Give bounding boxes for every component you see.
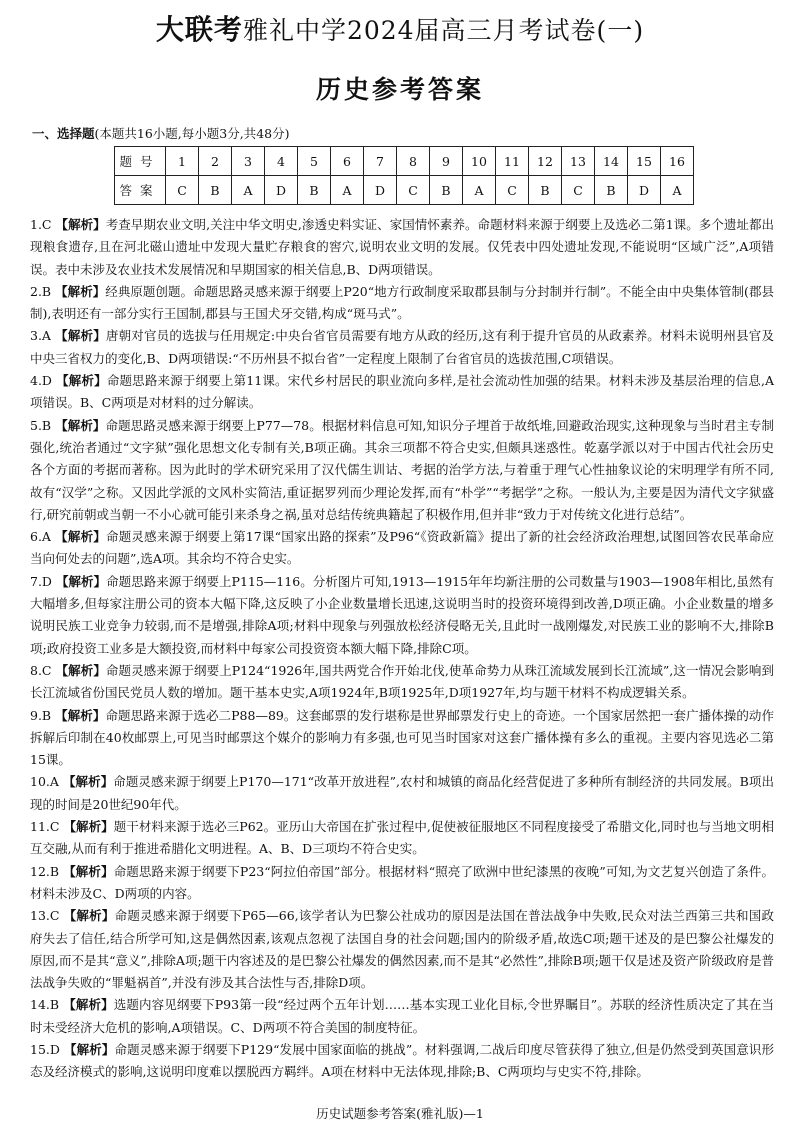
answer-cell: A (232, 176, 265, 205)
answer-cell: C (166, 176, 199, 205)
question-number-cell: 1 (166, 147, 199, 176)
answer-cell: B (298, 176, 331, 205)
explanation-item (30, 325, 774, 370)
item-answer: 4.D (30, 373, 52, 389)
analysis-tag: 【解析】 (55, 328, 106, 344)
question-number-cell: 14 (595, 147, 628, 176)
question-number-cell: 8 (397, 147, 430, 176)
section-heading (32, 124, 289, 142)
item-text: 命题灵感来源于纲要下P65—66,该学者认为巴黎公社成功的原因是法国在普法战争中失败,民众对法兰西第三共和国政府失去了信任,结合所学可知,这是偶然因素,该观点忽视了法国自身的社会问题;国内的阶级矛盾,故选C项;题干述及的是巴黎公社爆发的原因,而不是其“意义”,排除A项;题干内容述及的是巴黎公社爆发的偶然因素,而不是其“必然性”,排除B项;题干仅是述及资产阶级政府是普法战争失败的“罪魁祸首”,并没有涉及其合法性与否,排除D项。 (30, 908, 774, 991)
item-text: 命题思路灵感来源于纲要上P77—78。根据材料信息可知,知识分子埋首于故纸堆,回避政治现实,这种现象与当时君主专制强化,统治者通过“文字狱”强化思想文化专制有关,B项正确。其余三项都不符合史实,但颇具迷惑性。乾嘉学派以对于中国古代社会历史各个方面的考据而著称。因为此时的学术研究采用了汉代儒生训诂、考据的治学方法,与着重于理气心性抽象议论的宋明理学有所不同,故有“汉学”之称。又因此学派的文风朴实简洁,重证据罗列而少理论发挥,而有“朴学”“考据学”之称。一般认为,主要是因为清代文字狱盛行,研究前朝或当朝一不小心就可能引来杀身之祸,虽对总结传统典籍起了积极作用,但并非“致力于对传统文化进行总结”。 (30, 417, 774, 522)
question-number-cell: 10 (463, 147, 496, 176)
analysis-tag: 【解析】 (63, 863, 114, 879)
question-number-cell: 6 (331, 147, 364, 176)
analysis-tag: 【解析】 (55, 707, 106, 723)
explanation-item (30, 281, 774, 326)
item-text: 命题思路来源于纲要上P115—116。分析图片可知,1913—1915年年均新注册的公司数量与1903—1908年相比,虽然有大幅增多,但每家注册公司的资本大幅下降,这反映了小企业数量增长迅速,这说明当时的投资环境得到改善,D项正确。小企业数量的增多说明民族工业竞争力较弱,而不是增强,排除A项;材料中现象与列强放松经济侵略无关,且此时一战刚爆发,对民族工业的影响不大,排除B项;政府投资工业多是大额投资,而材料中每家公司投资资本额大幅下降,排除C项。 (30, 573, 774, 656)
explanation-item (30, 214, 774, 281)
item-text: 命题灵感来源于纲要上P170—171“改革开放进程”,农村和城镇的商品化经营促进了多种所有制经济的共同发展。B项出现的时间是20世纪90年代。 (30, 774, 774, 812)
section-label: 一、选择题 (32, 126, 95, 141)
analysis-tag: 【解析】 (63, 997, 114, 1013)
item-answer: 2.B (30, 283, 52, 299)
item-text: 命题灵感来源于纲要上P124“1926年,国共两党合作开始北伐,使革命势力从珠江流域发展到长江流域”,这一情况会影响到长江流域省份国民党员人数的增加。题干基本史实,A项1924年,B项1925年,D项1927年,均与题干材料不构成逻辑关系。 (30, 662, 774, 701)
item-text: 命题灵感来源于纲要上第17课“国家出路的探索”及P96“《资政新篇》提出了新的社会经济政治理想,试图回答农民革命应当向何处去的问题”,选A项。其余均不符合史实。 (30, 529, 774, 567)
explanation-item (30, 771, 774, 816)
explanation-item (30, 861, 774, 906)
analysis-tag: 【解析】 (63, 819, 114, 835)
answer-cell: D (628, 176, 661, 205)
analysis-tag: 【解析】 (63, 908, 115, 924)
question-number-cell: 9 (430, 147, 463, 176)
analysis-tag: 【解析】 (56, 373, 107, 389)
explanation-item (30, 1039, 774, 1084)
item-text: 命题思路来源于选必二P88—89。这套邮票的发行堪称是世界邮票发行史上的奇迹。一个国家居然把一套广播体操的动作拆解后印制在40枚邮票上,可见当时邮票这个媒介的影响力有多强,也可见当时国家对这套广播体操有多么的重视。主要内容见选必二第15课。 (30, 707, 774, 768)
explanation-item (30, 571, 774, 660)
answer-cell: B (199, 176, 232, 205)
answer-cell: D (265, 176, 298, 205)
question-number-cell: 12 (529, 147, 562, 176)
analysis-tag: 【解析】 (55, 283, 106, 299)
explanation-item (30, 415, 774, 526)
answer-cell: A (331, 176, 364, 205)
item-text: 命题灵感来源于纲要下P129“发展中国家面临的挑战”。材料强调,二战后印度尽管获得了独立,但是仍然受到英国意识形态及经济模式的影响,这说明印度难以摆脱西方羁绊。A项在材料中无法体现,排除;B、C两项均与史实不符,排除。 (30, 1041, 774, 1080)
analysis-tag: 【解析】 (55, 217, 106, 232)
explanation-list (30, 214, 774, 1084)
item-answer: 1.C (30, 217, 52, 232)
analysis-tag: 【解析】 (64, 1041, 115, 1057)
question-number-cell: 3 (232, 147, 265, 176)
answer-cell: B (529, 176, 562, 205)
exam-header (0, 8, 800, 48)
question-number-cell: 13 (562, 147, 595, 176)
analysis-tag: 【解析】 (55, 529, 106, 545)
explanation-item (30, 660, 774, 705)
question-number-cell: 4 (265, 147, 298, 176)
answer-cell: A (463, 176, 496, 205)
item-answer: 12.B (30, 863, 60, 879)
question-number-row (115, 147, 694, 176)
question-number-cell: 11 (496, 147, 529, 176)
analysis-tag: 【解析】 (55, 417, 106, 433)
question-number-cell: 7 (364, 147, 397, 176)
item-answer: 14.B (30, 997, 60, 1013)
explanation-item (30, 994, 774, 1039)
item-answer: 8.C (30, 662, 52, 678)
item-answer: 9.B (30, 707, 52, 723)
question-number-cell: 16 (661, 147, 694, 176)
answer-cell: A (661, 176, 694, 205)
analysis-tag: 【解析】 (55, 662, 106, 678)
item-answer: 6.A (30, 529, 51, 545)
page-footer: 历史试题参考答案(雅礼版)—1 (316, 1106, 484, 1121)
brand-name: 大联考 (155, 13, 243, 46)
analysis-tag: 【解析】 (55, 573, 107, 589)
answer-cell: C (562, 176, 595, 205)
row-header-answer: 答案 (115, 176, 166, 205)
section-note: (本题共16小题,每小题3分,共48分) (94, 126, 290, 141)
item-text: 题干材料来源于选必三P62。亚历山大帝国在扩张过程中,促使被征服地区不同程度接受了希腊文化,同时也与当地文明相互交融,从而有利于推进希腊化文明进程。A、B、D三项均不符合史实。 (30, 819, 774, 857)
item-text: 经典原题创题。命题思路灵感来源于纲要上P20“地方行政制度采取郡县制与分封制并行制”。不能全由中央集体管制(郡县制),表明还有一部分实行王国制,郡县与王国犬牙交错,构成“斑马式”。 (30, 283, 774, 322)
question-number-cell: 5 (298, 147, 331, 176)
item-answer: 15.D (30, 1041, 60, 1057)
explanation-item (30, 816, 774, 861)
item-text: 选题内容见纲要下P93第一段“经过两个五年计划……基本实现工业化目标,令世界瞩目”。苏联的经济性质决定了其在当时未受经济大危机的影响,A项错误。C、D两项不符合美国的制度特征。 (30, 997, 774, 1035)
question-number-cell: 15 (628, 147, 661, 176)
answer-cell: B (430, 176, 463, 205)
analysis-tag: 【解析】 (62, 774, 114, 790)
item-answer: 3.A (30, 328, 51, 344)
explanation-item (30, 905, 774, 994)
row-header-number: 题号 (115, 147, 166, 176)
answer-table (114, 146, 694, 205)
item-text: 唐朝对官员的选拔与任用规定:中央台省官员需要有地方从政的经历,这有利于提升官员的从政素养。材料未说明州县官及中央三省权力的变化,B、D两项错误:“不历州县不拟台省”一定程度上限制了台省官员的选拔范围,C项错误。 (30, 328, 774, 366)
item-answer: 13.C (30, 908, 60, 924)
item-text: 命题思路来源于纲要下P23“阿拉伯帝国”部分。根据材料“照亮了欧洲中世纪漆黑的夜晚”可知,为文艺复兴创造了条件。材料未涉及C、D两项的内容。 (30, 863, 774, 901)
answer-cell: C (397, 176, 430, 205)
explanation-item (30, 370, 774, 415)
answer-cell: B (595, 176, 628, 205)
answer-cell: D (364, 176, 397, 205)
item-answer: 11.C (30, 819, 60, 835)
question-number-cell: 2 (199, 147, 232, 176)
item-text: 命题思路来源于纲要上第11课。宋代乡村居民的职业流向多样,是社会流动性加强的结果。材料未涉及基层治理的信息,A项错误。B、C两项是对材料的过分解读。 (30, 373, 774, 411)
explanation-item (30, 705, 774, 772)
item-answer: 7.D (30, 573, 52, 589)
exam-title: 雅礼中学2024届高三月考试卷(一) (242, 16, 645, 45)
answer-cell: C (496, 176, 529, 205)
page-title: 历史参考答案 (315, 75, 484, 104)
explanation-item (30, 526, 774, 571)
item-text: 考查早期农业文明,关注中华文明史,渗透史料实证、家国情怀素养。命题材料来源于纲要上及选必二第1课。多个遗址都出现粮食遗存,且在河北磁山遗址中发现大量贮存粮食的窖穴,说明农业文明的发展。仅凭表中四处遗址发现,不能说明“区域广泛”,A项错误。表中未涉及农业技术发展情况和早期国家的相关信息,B、D两项错误。 (30, 217, 774, 277)
item-answer: 5.B (30, 417, 52, 433)
item-answer: 10.A (30, 774, 59, 790)
answer-row (115, 176, 694, 205)
